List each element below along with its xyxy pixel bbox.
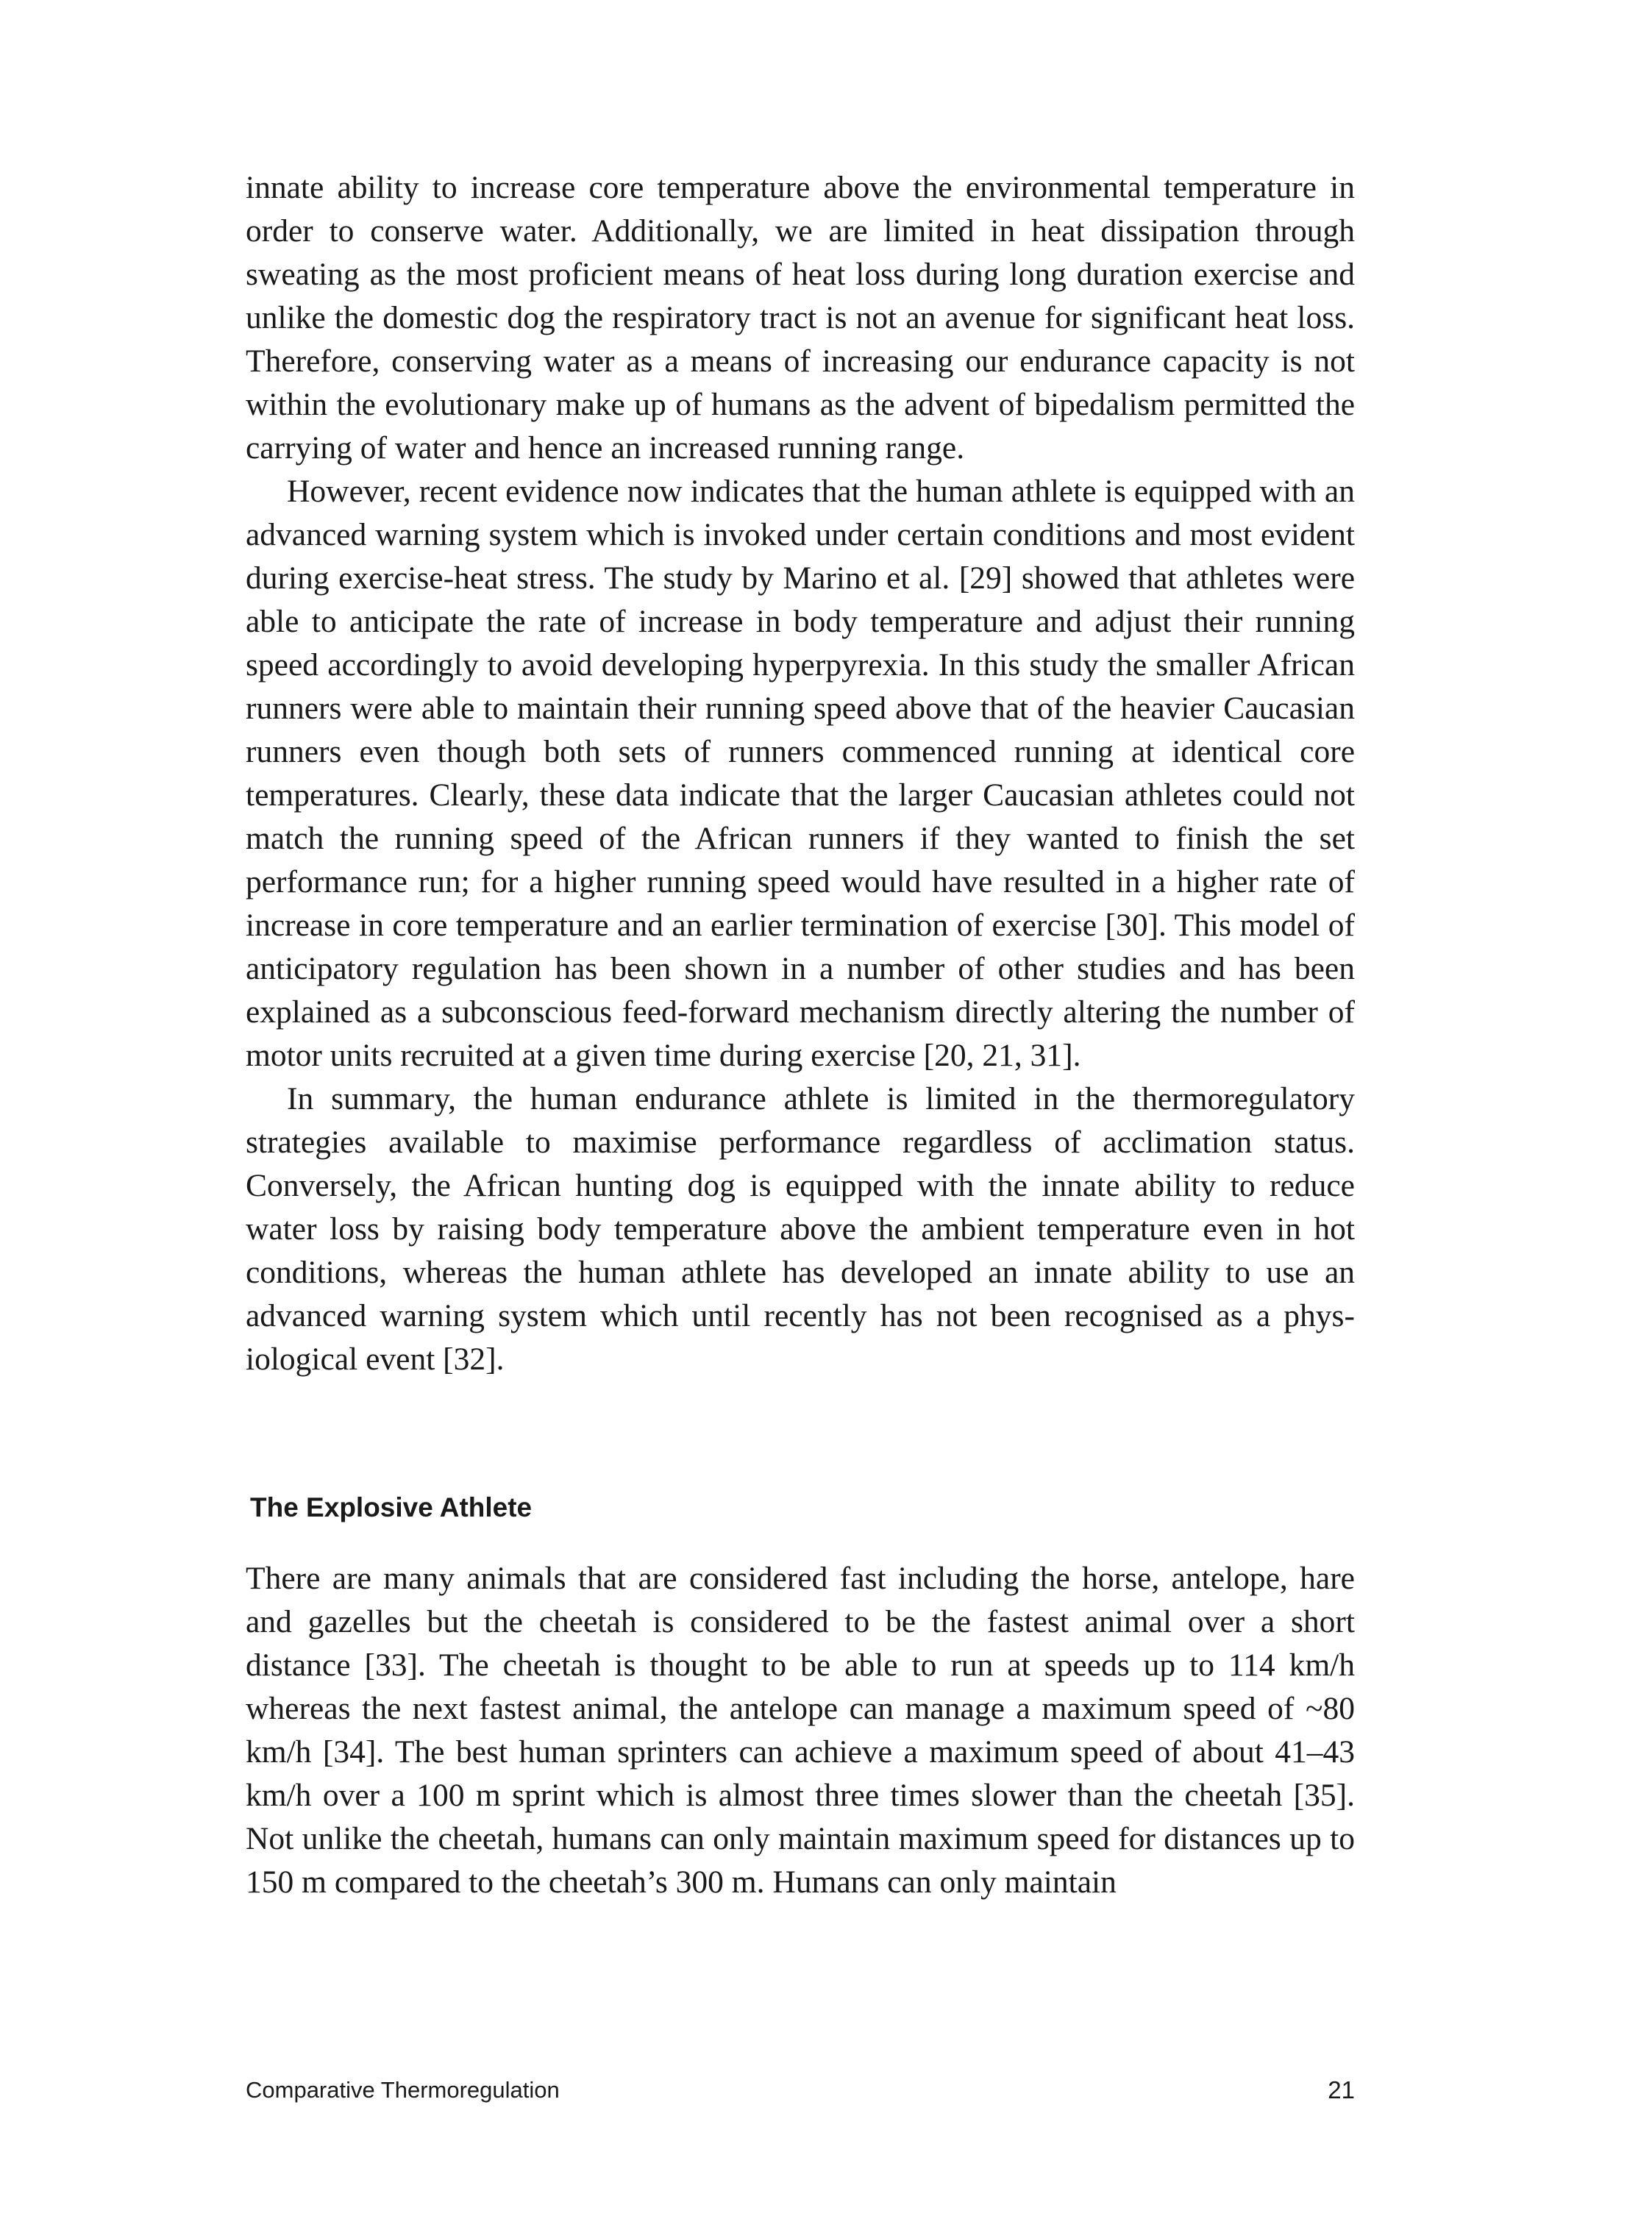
running-title: Comparative Thermoregulation [246,2077,560,2103]
paragraph-4: There are many animals that are considered fast including the horse, antelope, hare and gazelles but the cheetah is considered to be the fastest animal over a short distance [33]. The cheetah is thought to be able to run at speeds up to 114 km/h whereas the next fastest animal, the antelope can manage a maximum speed of ~80 km/h [34]. The best human sprinters can achieve a maximum speed of about 41–43 km/h over a 100 m sprint which is almost three times slower than the cheetah [35]. Not unlike the cheetah, humans can only maintain maximum speed for distances up to 150 m compared to the cheetah’s 300 m. Humans can only maintain [246,1561,1355,1900]
paragraph-1: innate ability to increase core temperature above the environmental temperature in order to conserve water. Additionally, we are limited in heat dissipation through sweating as the most proficient means of heat loss during long duration exercise and unlike the domestic dog the respiratory tract is not an avenue for significant heat loss. Therefore, conserving water as a means of increasing our endurance capacity is not within the evolutionary make up of humans as the advent of bipedalism permitted the carrying of water and hence an increased running range. [246,170,1355,466]
section-heading: The Explosive Athlete [250,1492,533,1522]
paragraph-3: In summary, the human endurance athlete is limited in the thermoregulatory strategies available to maximise performance regardless of acclimation status. Conversely, the African hunting dog is equipped with the innate ability to reduce water loss by raising body temperature above the ambient temperature even in hot conditions, whereas the human athlete has developed an innate ability to use an advanced warning system which until recently has not been recognised as a physiological event [32]. [246,1081,1355,1377]
page-number: 21 [1328,2076,1355,2103]
paragraph-2: However, recent evidence now indicates that the human athlete is equipped with an advanced warning system which is invoked under certain conditions and most evident during exercise-heat stress. The study by Marino et al. [29] showed that athletes were able to anticipate the rate of increase in body temperature and adjust their running speed accordingly to avoid developing hyperpyrexia. In this study the smaller African runners were able to maintain their running speed above that of the heavier Caucasian runners even though both sets of runners commenced running at identical core temperatures. Clearly, these data indicate that the larger Caucasian athletes could not match the running speed of the African runners if they wanted to finish the set performance run; for a higher running speed would have resulted in a higher rate of increase in core temperature and an earlier termination of exercise [30]. This model of anticipatory regulation has been shown in a number of other studies and has been explained as a subconscious feed-forward mechanism directly altering the number of motor units recruited at a given time during exercise [20, 21, 31]. [246,474,1355,1073]
page-content [246,166,1355,1904]
